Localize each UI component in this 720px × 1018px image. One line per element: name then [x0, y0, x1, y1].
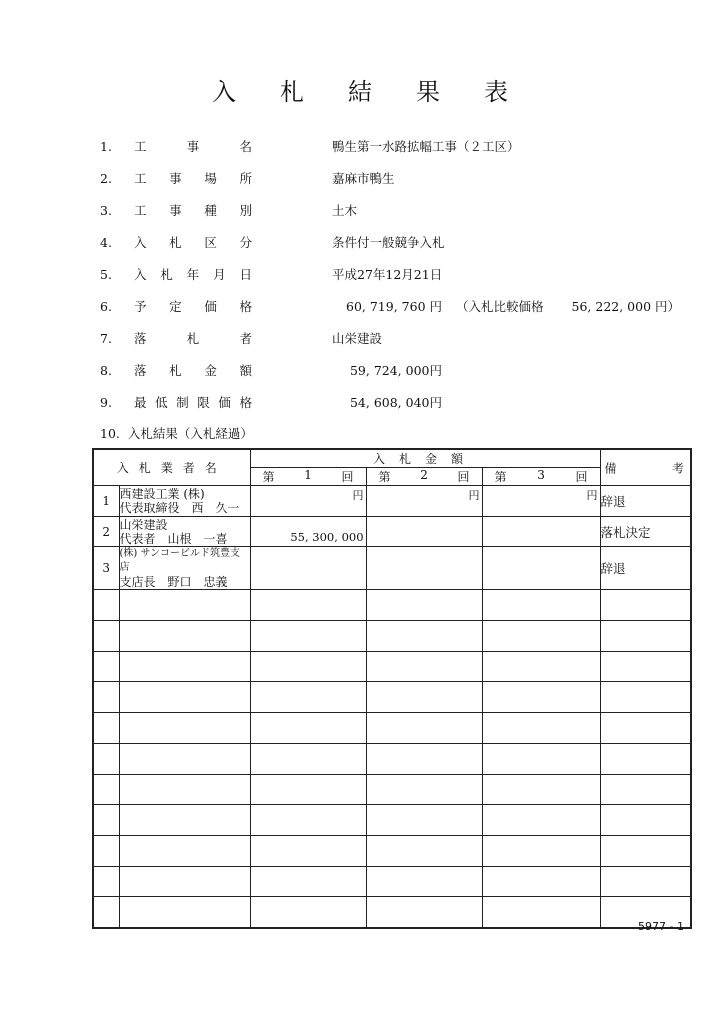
item-label-char: 金: [204, 363, 217, 378]
item-label-char: 名: [239, 139, 252, 154]
empty-cell: [482, 682, 600, 713]
empty-cell: [119, 774, 250, 805]
empty-cell: [250, 897, 366, 928]
empty-cell: [482, 805, 600, 836]
row-index: 2: [93, 516, 119, 547]
header-round-3: 第 3 回: [482, 468, 600, 486]
title-char: 結: [348, 78, 372, 106]
empty-cell: [366, 774, 482, 805]
empty-cell: [93, 866, 119, 897]
bid-amount-cell: [482, 516, 600, 547]
item-label-char: 最: [134, 395, 147, 410]
results-table: [92, 448, 692, 929]
item-label: [134, 329, 252, 347]
item-label: [134, 201, 252, 219]
empty-cell: [600, 835, 691, 866]
empty-cell: [250, 713, 366, 744]
item-label-char: 価: [204, 299, 217, 314]
item-value: [332, 297, 680, 315]
empty-cell: [119, 590, 250, 621]
yen-unit: 円: [586, 489, 598, 502]
item-label-char: 格: [239, 395, 252, 410]
item-label-char: 区: [204, 235, 217, 250]
table-row: [93, 516, 691, 547]
bid-amount-cell: [250, 486, 366, 517]
empty-cell: [366, 897, 482, 928]
table-row-empty: [93, 682, 691, 713]
table-row-empty: [93, 743, 691, 774]
remarks-cell: 辞退: [600, 547, 691, 590]
bid-amount-cell: [250, 516, 366, 547]
empty-cell: [366, 590, 482, 621]
document-title: [0, 72, 720, 107]
item-label-char: 札: [169, 363, 182, 378]
empty-cell: [366, 621, 482, 652]
item-label-char: 工: [134, 171, 147, 186]
item-number: 7.: [100, 330, 112, 346]
empty-cell: [366, 743, 482, 774]
empty-cell: [482, 651, 600, 682]
empty-cell: [119, 621, 250, 652]
empty-cell: [482, 835, 600, 866]
empty-cell: [119, 651, 250, 682]
empty-cell: [482, 897, 600, 928]
item-label: [134, 297, 252, 315]
bidder-company: 西建設工業 (株): [119, 486, 205, 501]
header-remarks: [600, 449, 691, 486]
bidder-cell: [119, 486, 250, 517]
empty-cell: [119, 713, 250, 744]
item-number: 9.: [100, 394, 112, 410]
empty-cell: [250, 866, 366, 897]
money-value: 54, 608, 040円: [349, 395, 442, 410]
table-row-empty: [93, 774, 691, 805]
empty-cell: [366, 713, 482, 744]
empty-cell: [600, 774, 691, 805]
section-10-number: 10.: [100, 426, 120, 441]
table-row: [93, 486, 691, 517]
empty-cell: [93, 835, 119, 866]
item-label-char: 所: [239, 171, 252, 186]
item-label-char: 日: [239, 267, 252, 282]
item-label: [134, 233, 252, 251]
item-label-char: 種: [204, 203, 217, 218]
empty-cell: [366, 651, 482, 682]
empty-cell: [600, 805, 691, 836]
table-row-empty: [93, 835, 691, 866]
empty-cell: [93, 651, 119, 682]
item-number: 2.: [100, 170, 112, 186]
empty-cell: [93, 743, 119, 774]
empty-cell: [119, 866, 250, 897]
item-value: 土木: [332, 203, 358, 218]
item-number: 8.: [100, 362, 112, 378]
bidder-company: 山栄建設: [119, 517, 168, 532]
table-row-empty: [93, 713, 691, 744]
bidder-company: (株) サンコービルド筑豊支店: [119, 548, 240, 574]
item-label-char: 札: [160, 267, 173, 282]
header-bidder-name: 入札業者名: [93, 449, 250, 486]
item-number: 5.: [100, 266, 112, 282]
item-label: [134, 137, 252, 155]
item-label-char: 月: [213, 267, 226, 282]
header-remarks-right: 考: [672, 461, 685, 475]
empty-cell: [366, 805, 482, 836]
item-label-char: 分: [239, 235, 252, 250]
empty-cell: [482, 590, 600, 621]
item-value: 平成27年12月21日: [332, 267, 443, 282]
item-label-char: 入: [134, 267, 147, 282]
bid-amount: 55, 300, 000: [290, 530, 364, 545]
bid-amount-cell: [250, 547, 366, 590]
section-10-label: 入札結果（入札経過）: [127, 426, 253, 441]
yen-unit: 円: [352, 489, 364, 502]
bidder-representative: 代表取締役 西 久一: [119, 500, 240, 515]
empty-cell: [93, 774, 119, 805]
item-label-char: 額: [239, 363, 252, 378]
item-number: 1.: [100, 138, 112, 154]
item-label-char: 価: [218, 395, 231, 410]
empty-cell: [119, 682, 250, 713]
bid-amount-cell: [482, 547, 600, 590]
item-label-char: 札: [169, 235, 182, 250]
empty-cell: [250, 743, 366, 774]
table-row-empty: [93, 590, 691, 621]
document-code: 5977 - 1: [638, 920, 684, 933]
bid-amount-cell: [366, 547, 482, 590]
empty-cell: [250, 835, 366, 866]
item-label-char: 札: [186, 331, 200, 346]
empty-cell: [600, 621, 691, 652]
title-char: 表: [484, 78, 508, 106]
header-bid-amount: 入札金額: [250, 449, 600, 468]
item-number: 3.: [100, 202, 112, 218]
empty-cell: [119, 743, 250, 774]
empty-cell: [600, 713, 691, 744]
item-label-char: 事: [169, 171, 182, 186]
item-label-char: 別: [239, 203, 252, 218]
bidder-cell: [119, 516, 250, 547]
empty-cell: [93, 621, 119, 652]
bidder-cell: [119, 547, 250, 590]
header-round-1: 第 1 回: [250, 468, 366, 486]
item-label: [134, 169, 252, 187]
item-label-char: 場: [204, 171, 217, 186]
empty-cell: [93, 713, 119, 744]
bidder-representative: 支店長 野口 忠義: [119, 575, 228, 590]
empty-cell: [250, 651, 366, 682]
comparison-price-label: （入札比較価格: [456, 299, 544, 314]
table-row-empty: [93, 805, 691, 836]
item-label-char: 制: [176, 395, 189, 410]
empty-cell: [93, 682, 119, 713]
item-value: 嘉麻市鴨生: [332, 171, 395, 186]
empty-cell: [600, 682, 691, 713]
comparison-price-value: 56, 222, 000 円）: [571, 299, 681, 314]
table-row-empty: [93, 621, 691, 652]
item-label-char: 落: [134, 363, 147, 378]
item-label-char: 入: [134, 235, 147, 250]
row-index: 3: [93, 547, 119, 590]
empty-cell: [600, 866, 691, 897]
item-label-char: 落: [134, 331, 147, 346]
item-label-char: 格: [239, 299, 252, 314]
table-row-empty: [93, 866, 691, 897]
money-value: 59, 724, 000円: [349, 363, 442, 378]
item-label-char: 事: [169, 203, 182, 218]
empty-cell: [250, 621, 366, 652]
item-number: 6.: [100, 298, 112, 314]
item-value: 山栄建設: [332, 331, 383, 346]
empty-cell: [119, 805, 250, 836]
empty-cell: [482, 866, 600, 897]
item-label-char: 工: [134, 139, 147, 154]
item-label-char: 事: [186, 139, 200, 154]
empty-cell: [250, 682, 366, 713]
empty-cell: [600, 590, 691, 621]
item-label-char: 定: [169, 299, 182, 314]
empty-cell: [482, 774, 600, 805]
remarks-cell: 落札決定: [600, 516, 691, 547]
empty-cell: [600, 743, 691, 774]
row-index: 1: [93, 486, 119, 517]
empty-cell: [250, 774, 366, 805]
empty-cell: [600, 651, 691, 682]
item-value: [332, 393, 442, 411]
table-row-empty: [93, 651, 691, 682]
empty-cell: [482, 713, 600, 744]
item-label: [134, 393, 252, 411]
item-value: 条件付一般競争入札: [332, 235, 445, 250]
planned-price: 60, 719, 760 円: [346, 299, 442, 314]
header-round-2: 第 2 回: [366, 468, 482, 486]
item-label-char: 者: [239, 331, 252, 346]
header-remarks-left: 備: [604, 461, 617, 475]
empty-cell: [250, 805, 366, 836]
item-value: [332, 361, 442, 379]
title-char: 果: [416, 78, 440, 106]
section-10-heading: [100, 424, 253, 442]
item-label: [134, 361, 252, 379]
empty-cell: [93, 805, 119, 836]
bidder-representative: 代表者 山根 一喜: [119, 531, 228, 546]
empty-cell: [119, 897, 250, 928]
title-char: 札: [280, 78, 304, 106]
empty-cell: [482, 743, 600, 774]
table-row: [93, 547, 691, 590]
yen-unit: 円: [468, 489, 480, 502]
item-label-char: 低: [155, 395, 168, 410]
empty-cell: [93, 590, 119, 621]
item-label-char: 限: [197, 395, 210, 410]
item-label-char: 予: [134, 299, 147, 314]
bid-amount-cell: [366, 486, 482, 517]
item-label-char: 工: [134, 203, 147, 218]
item-number: 4.: [100, 234, 112, 250]
bid-amount-cell: [482, 486, 600, 517]
item-label-char: 年: [186, 267, 200, 282]
empty-cell: [366, 682, 482, 713]
empty-cell: [366, 835, 482, 866]
item-label: [134, 265, 252, 283]
empty-cell: [93, 897, 119, 928]
remarks-cell: 辞退: [600, 486, 691, 517]
empty-cell: [482, 621, 600, 652]
empty-cell: [119, 835, 250, 866]
bid-amount-cell: [366, 516, 482, 547]
item-value: 鴨生第一水路拡幅工事（２工区）: [332, 139, 520, 154]
table-row-empty: [93, 897, 691, 928]
title-char: 入: [212, 78, 236, 106]
empty-cell: [250, 590, 366, 621]
empty-cell: [366, 866, 482, 897]
